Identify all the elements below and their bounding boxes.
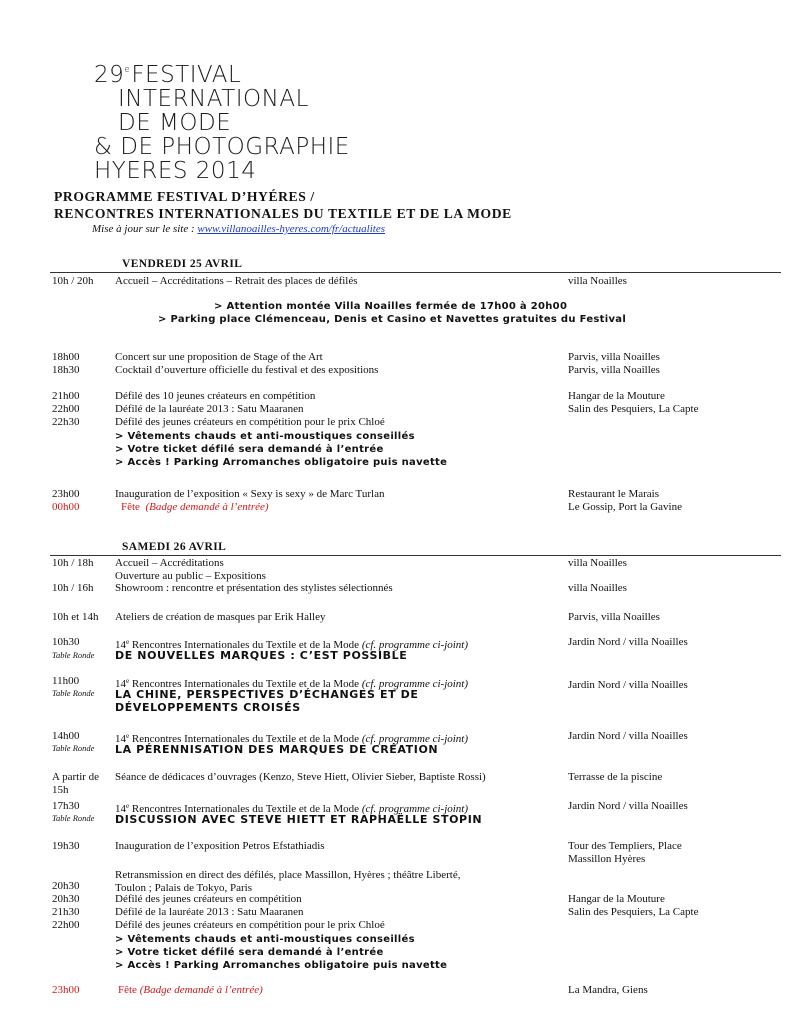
event-label: Fête <box>118 984 137 996</box>
time: 20h30 <box>52 880 80 892</box>
time: 18h00 <box>52 351 80 363</box>
rencontre-text: Rencontres Internationales du Textile et de la Mode <box>129 733 362 745</box>
logo-line3: DE MODE <box>118 110 232 136</box>
table-ronde-title: LA PÉRENNISATION DES MARQUES DE CRÉATION <box>115 743 439 756</box>
place: Hangar de la Mouture <box>568 893 665 905</box>
day-heading-saturday: SAMEDI 26 AVRIL <box>122 541 227 553</box>
event <box>121 501 269 514</box>
time: 17h30 <box>52 800 80 812</box>
event: Concert sur une proposition de Stage of the Art <box>115 351 323 363</box>
rencontre-sup: e <box>126 732 130 740</box>
update-link[interactable]: www.villanoailles-hyeres.com/fr/actualites <box>197 223 386 235</box>
tip: > Accès ! Parking Arromanches obligatoire puis navette <box>115 960 448 971</box>
place: villa Noailles <box>568 275 627 287</box>
divider <box>50 555 781 556</box>
place: Le Gossip, Port la Gavine <box>568 501 682 513</box>
time: 10h et 14h <box>52 611 99 623</box>
rencontre-ref: (cf. programme ci-joint) <box>361 678 469 690</box>
rencontre-text: Rencontres Internationales du Textile et de la Mode <box>129 678 362 690</box>
time: 22h00 <box>52 919 80 931</box>
rencontre-num: 14 <box>115 733 126 745</box>
table-ronde-title: LA CHINE, PERSPECTIVES D’ÉCHANGES ET DE <box>115 688 419 701</box>
table-ronde-title: DÉVELOPPEMENTS CROISÉS <box>115 701 301 714</box>
logo-number: 29 <box>94 62 125 88</box>
tip: > Votre ticket défilé sera demandé à l’entrée <box>115 444 384 455</box>
rencontre-text: Rencontres Internationales du Textile et de la Mode <box>129 803 362 815</box>
time: 10h / 20h <box>52 275 94 287</box>
event: Retransmission en direct des défilés, place Massillon, Hyères ; théâtre Liberté, <box>115 869 461 881</box>
tip: > Vêtements chauds et anti-moustiques conseillés <box>115 431 415 442</box>
time: 00h00 <box>52 501 80 513</box>
rencontre-ref: (cf. programme ci-joint) <box>361 803 469 815</box>
time: 21h00 <box>52 390 80 402</box>
event-note: (Badge demandé à l’entrée) <box>145 501 269 513</box>
event: Toulon ; Palais de Tokyo, Paris <box>115 882 252 894</box>
logo-line2: INTERNATIONAL <box>118 86 309 112</box>
event: Ouverture au public – Expositions <box>115 570 266 582</box>
place: Salin des Pesquiers, La Capte <box>568 906 699 918</box>
time: 23h00 <box>52 984 80 996</box>
table-ronde-label: Table Ronde <box>52 743 95 753</box>
place: Jardin Nord / villa Noailles <box>568 636 688 648</box>
notice: > Attention montée Villa Noailles fermée de 17h00 à 20h00 <box>214 301 568 312</box>
event: Défilé des jeunes créateurs en compétition pour le prix Chloé <box>115 416 385 428</box>
rencontre-ref: (cf. programme ci-joint) <box>361 733 469 745</box>
event <box>118 984 263 997</box>
place: Parvis, villa Noailles <box>568 611 660 623</box>
time: 21h30 <box>52 906 80 918</box>
event-note: (Badge demandé à l’entrée) <box>139 984 263 996</box>
update-note <box>92 223 385 235</box>
logo-line1: FESTIVAL <box>131 62 242 88</box>
time: 15h <box>52 784 69 796</box>
logo-line4: & DE PHOTOGRAPHIE <box>94 134 350 160</box>
rencontre-ref: (cf. programme ci-joint) <box>361 639 469 651</box>
time: 19h30 <box>52 840 80 852</box>
place: Massillon Hyères <box>568 853 646 865</box>
event: Défilé des jeunes créateurs en compétition <box>115 893 302 905</box>
tip: > Vêtements chauds et anti-moustiques conseillés <box>115 934 415 945</box>
event: Accueil – Accréditations – Retrait des places de défilés <box>115 275 358 287</box>
time: 10h / 18h <box>52 557 94 569</box>
logo-sup: e <box>124 65 131 75</box>
time: 10h30 <box>52 636 80 648</box>
place: La Mandra, Giens <box>568 984 648 996</box>
place: Parvis, villa Noailles <box>568 351 660 363</box>
place: villa Noailles <box>568 557 627 569</box>
update-prefix: Mise à jour sur le site : <box>92 223 198 235</box>
rencontre-text: Rencontres Internationales du Textile et de la Mode <box>129 639 362 651</box>
time: 23h00 <box>52 488 80 500</box>
table-ronde-label: Table Ronde <box>52 688 95 698</box>
rencontre-sup: e <box>126 677 130 685</box>
place: Salin des Pesquiers, La Capte <box>568 403 699 415</box>
place: Jardin Nord / villa Noailles <box>568 730 688 742</box>
place: Restaurant le Marais <box>568 488 660 500</box>
time: 11h00 <box>52 675 80 687</box>
notice: > Parking place Clémenceau, Denis et Casino et Navettes gratuites du Festival <box>158 314 627 325</box>
event: Défilé de la lauréate 2013 : Satu Maaranen <box>115 403 304 415</box>
festival-logo <box>88 58 350 184</box>
time: 14h00 <box>52 730 80 742</box>
time: 20h30 <box>52 893 80 905</box>
tip: > Accès ! Parking Arromanches obligatoire puis navette <box>115 457 448 468</box>
logo-line5: HYERES 2014 <box>94 158 257 184</box>
rencontre-num: 14 <box>115 803 126 815</box>
rencontre-sup: e <box>126 802 130 810</box>
rencontre-num: 14 <box>115 678 126 690</box>
table-ronde-title: DE NOUVELLES MARQUES : C’EST POSSIBLE <box>115 649 408 662</box>
event: Cocktail d’ouverture officielle du festival et des expositions <box>115 364 379 376</box>
page-title-line1: PROGRAMME FESTIVAL D’HYÉRES / <box>54 189 315 204</box>
time: A partir de <box>52 771 100 783</box>
event: Défilé des jeunes créateurs en compétition pour le prix Chloé <box>115 919 385 931</box>
place: Jardin Nord / villa Noailles <box>568 679 688 691</box>
event: Défilé de la lauréate 2013 : Satu Maaranen <box>115 906 304 918</box>
event: Défilé des 10 jeunes créateurs en compétition <box>115 390 316 402</box>
day-heading-friday: VENDREDI 25 AVRIL <box>122 258 243 270</box>
place: Terrasse de la piscine <box>568 771 663 783</box>
time: 22h30 <box>52 416 80 428</box>
place: Jardin Nord / villa Noailles <box>568 800 688 812</box>
table-ronde-title: DISCUSSION AVEC STEVE HIETT ET RAPHAËLLE STOPIN <box>115 813 483 826</box>
time: 18h30 <box>52 364 80 376</box>
event: Inauguration de l’exposition « Sexy is sexy » de Marc Turlan <box>115 488 385 500</box>
event: Ateliers de création de masques par Erik Halley <box>115 611 326 623</box>
table-ronde-label: Table Ronde <box>52 813 95 823</box>
event: Showroom : rencontre et présentation des stylistes sélectionnés <box>115 582 393 594</box>
rencontre-num: 14 <box>115 639 126 651</box>
time: 10h / 16h <box>52 582 94 594</box>
tip: > Votre ticket défilé sera demandé à l’entrée <box>115 947 384 958</box>
event-label: Fête <box>121 501 140 513</box>
page-title-line2: RENCONTRES INTERNATIONALES DU TEXTILE ET DE LA MODE <box>54 206 512 221</box>
divider <box>50 272 781 273</box>
time: 22h00 <box>52 403 80 415</box>
event: Séance de dédicaces d’ouvrages (Kenzo, Steve Hiett, Olivier Sieber, Baptiste Rossi) <box>115 771 486 783</box>
place: villa Noailles <box>568 582 627 594</box>
place: Hangar de la Mouture <box>568 390 665 402</box>
rencontre-sup: e <box>126 638 130 646</box>
event: Inauguration de l’exposition Petros Efstathiadis <box>115 840 325 852</box>
table-ronde-label: Table Ronde <box>52 650 95 660</box>
event: Accueil – Accréditations <box>115 557 224 569</box>
place: Tour des Templiers, Place <box>568 840 682 852</box>
place: Parvis, villa Noailles <box>568 364 660 376</box>
